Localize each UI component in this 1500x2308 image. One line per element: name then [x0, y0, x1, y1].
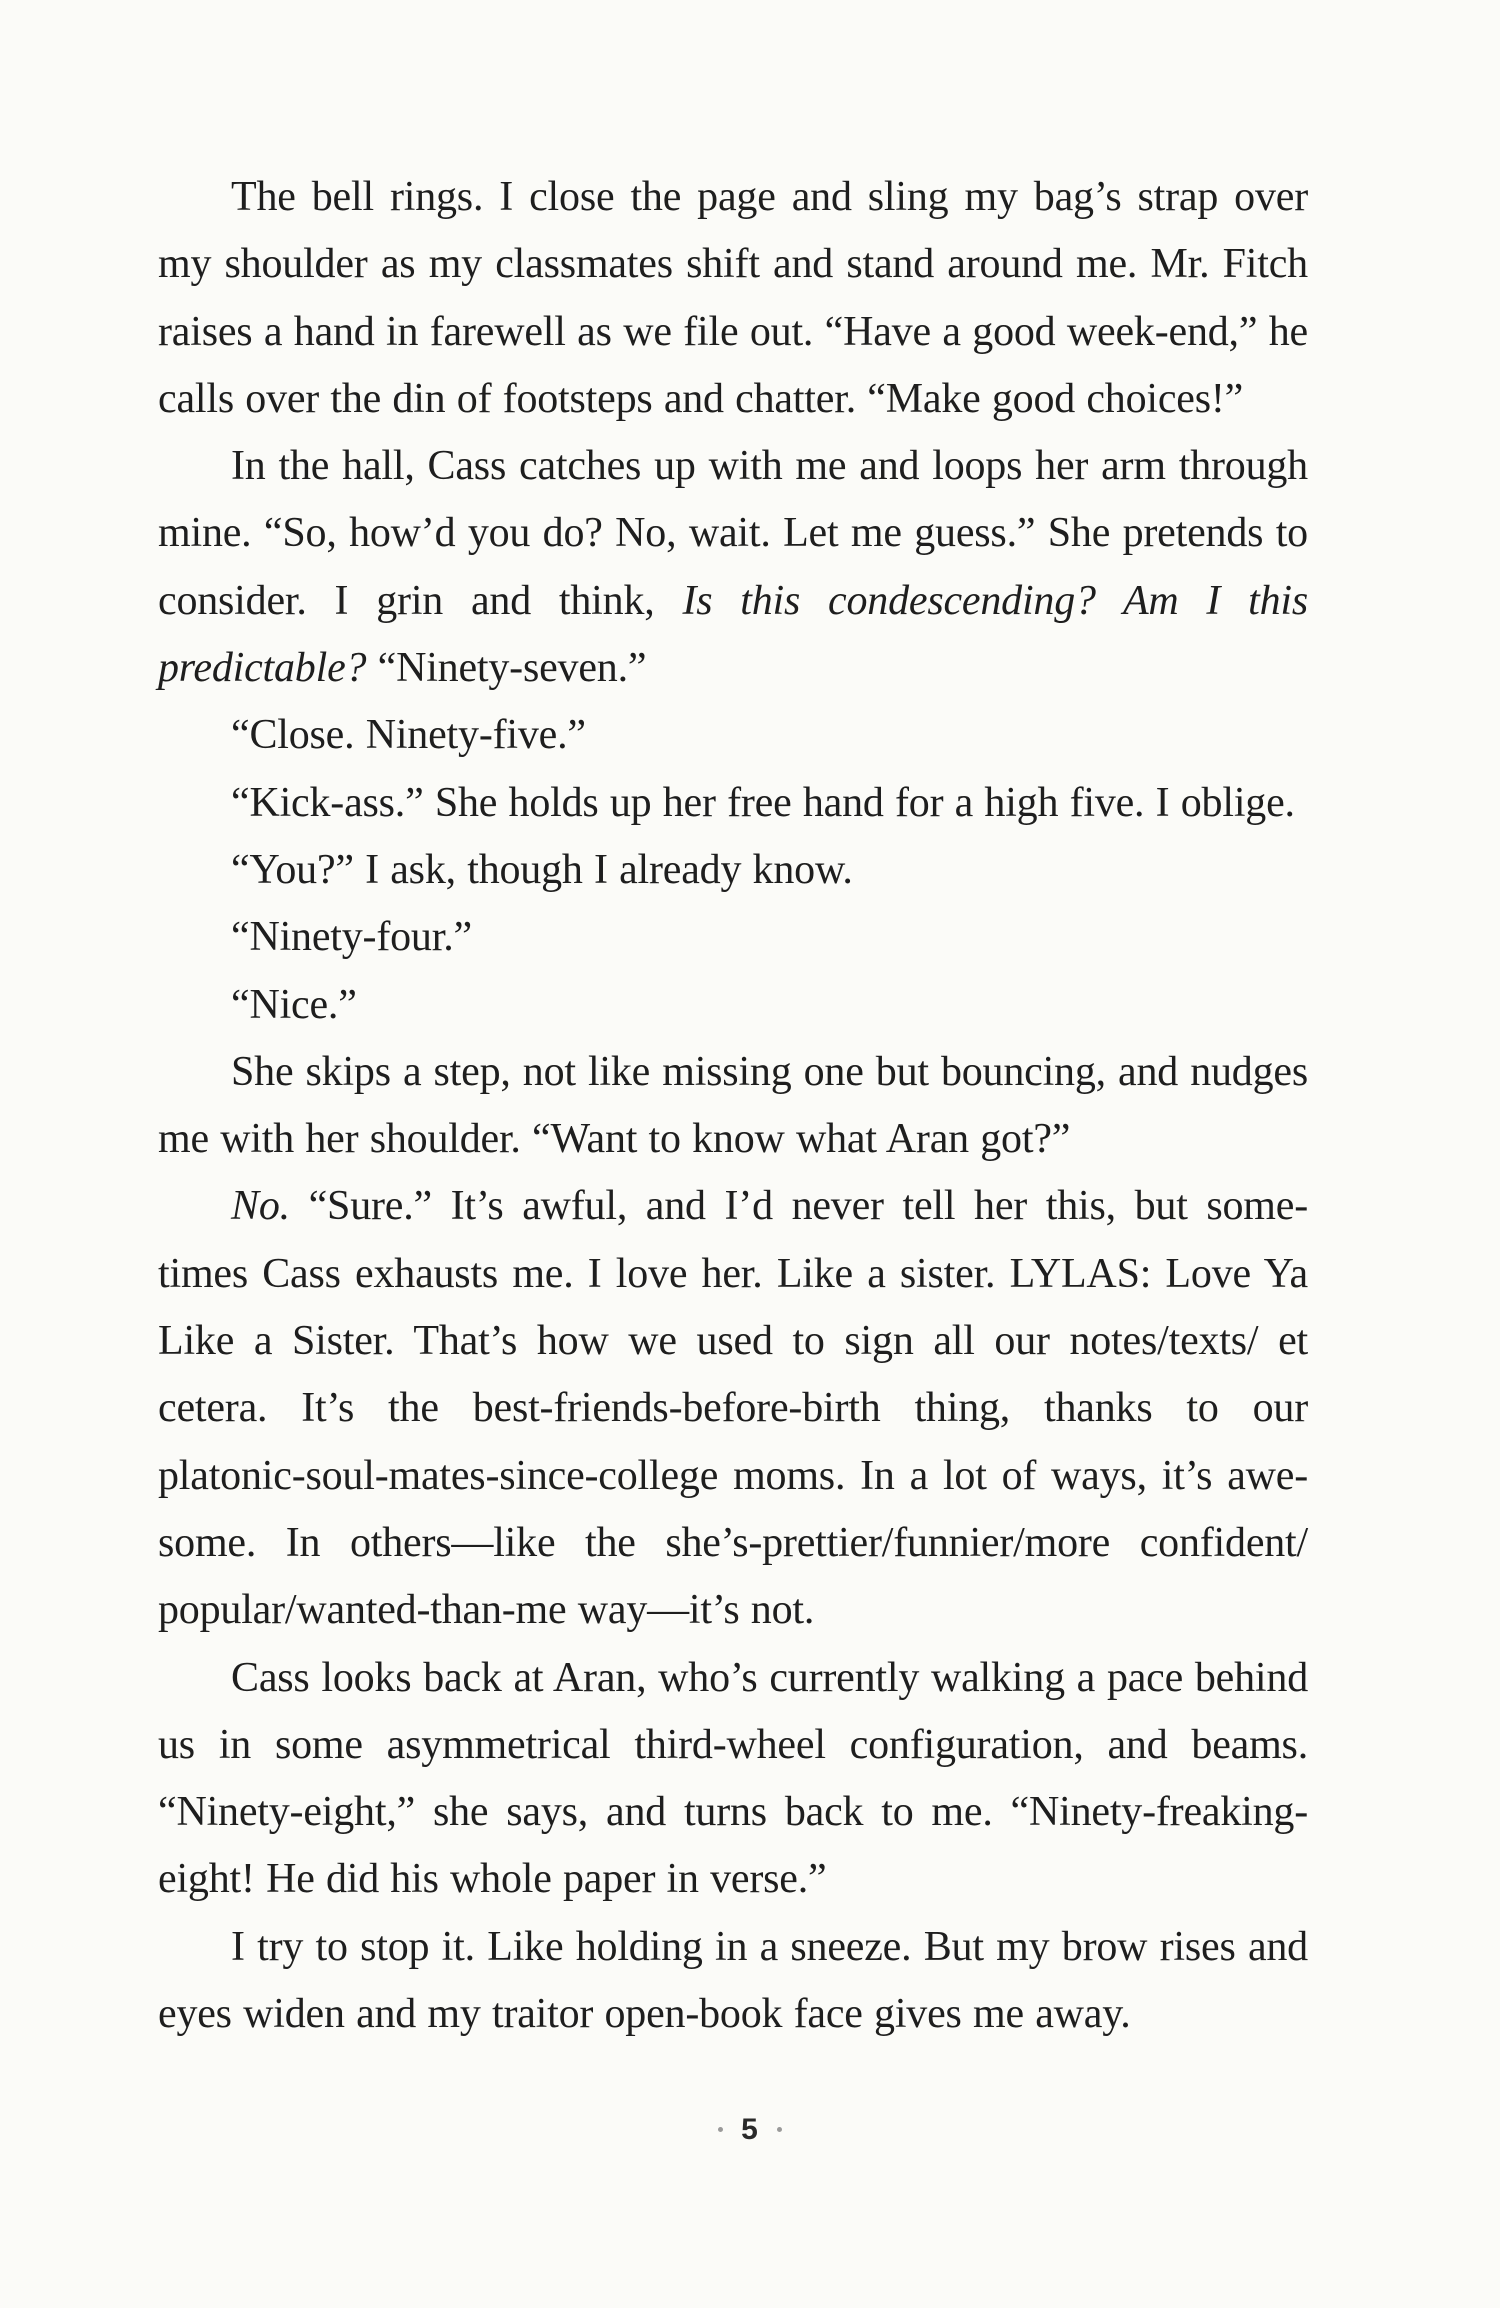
dialogue-nice: “Nice.” [231, 981, 357, 1028]
paragraph-text: “Sure.” It’s awful, and I’d never tell her this, but some-times Cass exhausts me. I love her. Like a sister. LYLAS: Love Ya Like a Sister. That’s how we used to sign all our notes/texts/ et cetera. It’s the best-friends-before-birth thing, thanks to our platonic-soul-mates-since-college moms. In a lot of ways, it’s awe-some. In others—like the she’s-prettier/funnier/more confident/ popular/wanted-than-me way—it’s not. [158, 1183, 1308, 1634]
paragraph-text: In the hall, Cass catches up with me and loops her arm through mine. “So, how’d you do? No, wait. Let me guess.” She pretends to consider. I grin and think, [158, 443, 1308, 624]
paragraph-text: “Ninety-seven.” [366, 645, 647, 692]
bullet-dot-right [777, 2127, 782, 2132]
paragraph-cass-looks-back: Cass looks back at Aran, who’s currently walking a pace behind us in some asymmetrical third-wheel configuration, and beams. “Ninety-eight,” she says, and turns back to me. “Ninety-freaking-eight! He did his whole paper in verse.” [158, 1654, 1308, 1903]
italic-thought: Is this condescending? Am I this predictable? [158, 577, 1308, 692]
body-text [158, 164, 1308, 2048]
paragraph-skips-a-step: She skips a step, not like missing one but bouncing, and nudges me with her shoulder. “Want to know what Aran got?” [158, 1048, 1308, 1163]
dialogue-kick-ass: “Kick-ass.” She holds up her free hand for a high five. I oblige. [231, 779, 1295, 826]
dialogue-ninety-four: “Ninety-four.” [231, 914, 472, 961]
bullet-dot-left [718, 2127, 723, 2132]
italic-thought: No. [231, 1183, 290, 1230]
page-number-value: 5 [741, 2113, 759, 2146]
dialogue-you: “You?” I ask, though I already know. [231, 846, 853, 893]
paragraph-bell-rings: The bell rings. I close the page and sling my bag’s strap over my shoulder as my classmates shift and stand around me. Mr. Fitch raises a hand in farewell as we file out. “Have a good week-end,” he calls over the din of footsteps and chatter. “Make good choices!” [158, 174, 1308, 422]
paragraph-try-to-stop-it: I try to stop it. Like holding in a sneeze. But my brow rises and eyes widen and my traitor open-book face gives me away. [158, 1923, 1308, 2038]
page-number [0, 2113, 1500, 2147]
dialogue-close-ninety-five: “Close. Ninety-five.” [231, 712, 586, 759]
paragraph-no-sure [158, 1173, 1308, 1644]
paragraph-in-the-hall [158, 433, 1308, 702]
